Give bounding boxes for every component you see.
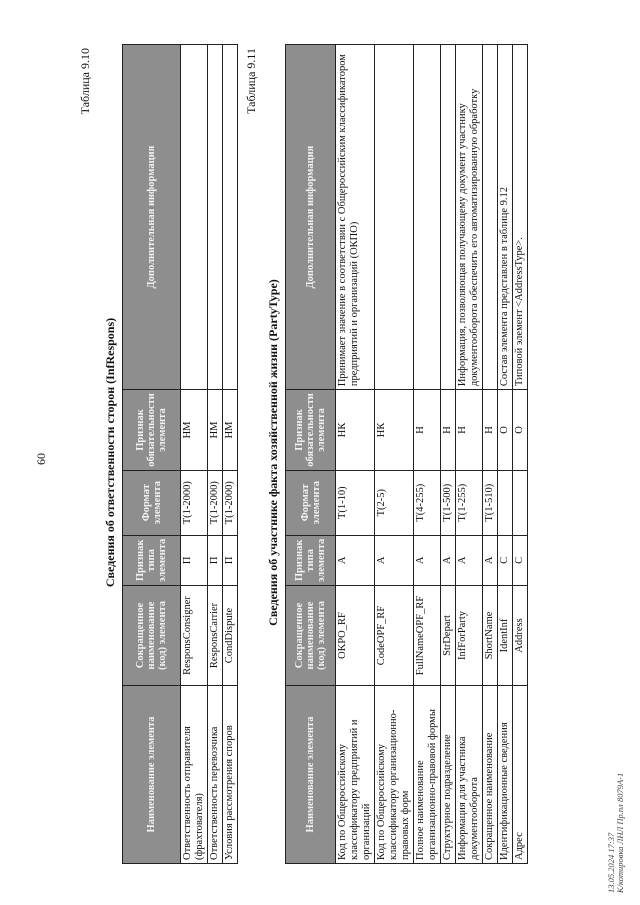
table-9-10-title: Сведения об ответственности сторон (InfRespons): [103, 317, 117, 588]
table-9-10-label: Таблица 9.10: [78, 48, 92, 115]
element-name-cell: Идентификационные сведения: [498, 686, 513, 864]
element-type-cell: А: [336, 535, 375, 585]
table-row: [513, 45, 528, 864]
table-row: [441, 45, 456, 864]
element-format-cell: T(1-510): [483, 470, 498, 535]
header-element-name: Наименование элемента: [286, 686, 336, 864]
element-type-cell: А: [441, 535, 456, 585]
element-format-cell: T(1-2000): [208, 470, 223, 535]
header-additional-info: Дополнительная информация: [286, 45, 336, 390]
element-required-cell: НК: [336, 390, 375, 471]
element-type-cell: С: [498, 535, 513, 585]
table-row: [181, 45, 208, 864]
table-row: [223, 45, 238, 864]
element-code-cell: ResponsConsigner: [181, 586, 208, 686]
element-format-cell: T(2-5): [375, 470, 414, 535]
element-code-cell: CondDispute: [223, 586, 238, 686]
element-format-cell: T(1-2000): [181, 470, 208, 535]
header-additional-info: Дополнительная информация: [123, 45, 181, 390]
element-code-cell: Address: [513, 586, 528, 686]
element-name-cell: Ответственность отправителя (фрахтователя): [181, 686, 208, 864]
element-code-cell: InfForParty: [456, 586, 483, 686]
element-type-cell: П: [208, 535, 223, 585]
page-number: 60: [34, 453, 48, 465]
header-element-required: Признак обязательности элемента: [123, 390, 181, 471]
element-code-cell: OKPO_RF: [336, 586, 375, 686]
header-element-type: Признак типа элемента: [286, 535, 336, 585]
element-info-cell: [208, 45, 223, 390]
element-type-cell: А: [375, 535, 414, 585]
table-9-10: [122, 44, 238, 864]
header-element-type: Признак типа элемента: [123, 535, 181, 585]
element-code-cell: ResponsCarrier: [208, 586, 223, 686]
element-info-cell: [483, 45, 498, 390]
element-format-cell: [498, 470, 513, 535]
stamp-date: 13.05.2024 17:37: [606, 832, 616, 893]
element-format-cell: T(1-2000): [223, 470, 238, 535]
element-required-cell: Н: [456, 390, 483, 471]
element-info-cell: [441, 45, 456, 390]
table-row: [336, 45, 375, 864]
element-name-cell: Полное наименование организационно-правовой формы: [414, 686, 441, 864]
header-element-name: Наименование элемента: [123, 686, 181, 864]
element-required-cell: Н: [414, 390, 441, 471]
element-required-cell: НМ: [181, 390, 208, 471]
element-name-cell: Условия рассмотрения споров: [223, 686, 238, 864]
element-format-cell: T(1-255): [456, 470, 483, 535]
element-format-cell: T(4-255): [414, 470, 441, 535]
element-type-cell: А: [456, 535, 483, 585]
element-format-cell: [513, 470, 528, 535]
element-name-cell: Адрес: [513, 686, 528, 864]
element-code-cell: CodeOPF_RF: [375, 586, 414, 686]
element-name-cell: Ответственность перевозчика: [208, 686, 223, 864]
header-element-code: Сокращенное наименование (код) элемента: [123, 586, 181, 686]
table-9-11-label: Таблица 9.11: [244, 48, 258, 114]
element-required-cell: НМ: [223, 390, 238, 471]
element-name-cell: Структурное подразделение: [441, 686, 456, 864]
element-code-cell: StrDepart: [441, 586, 456, 686]
header-element-format: Формат элемента: [286, 470, 336, 535]
table-row: [414, 45, 441, 864]
element-name-cell: Информация для участника документооборота: [456, 686, 483, 864]
table-row: [208, 45, 223, 864]
element-type-cell: А: [483, 535, 498, 585]
element-info-cell: Типовой элемент <AddressType>.: [513, 45, 528, 390]
element-type-cell: А: [414, 535, 441, 585]
element-name-cell: Код по Общероссийскому классификатору организационно-правовых форм: [375, 686, 414, 864]
header-element-required: Признак обязательности элемента: [286, 390, 336, 471]
element-required-cell: Н: [483, 390, 498, 471]
element-info-cell: [223, 45, 238, 390]
table-row: [375, 45, 414, 864]
element-name-cell: Сокращенное наименование: [483, 686, 498, 864]
element-type-cell: П: [181, 535, 208, 585]
element-info-cell: [375, 45, 414, 390]
element-info-cell: [181, 45, 208, 390]
table-row: [456, 45, 483, 864]
element-info-cell: Информация, позволяющая получающему документ участнику документооборота обеспечить его автоматизированную обработку: [456, 45, 483, 390]
element-required-cell: НК: [375, 390, 414, 471]
element-type-cell: С: [513, 535, 528, 585]
element-code-cell: IdentInf: [498, 586, 513, 686]
element-required-cell: Н: [441, 390, 456, 471]
header-element-code: Сокращенное наименование (код) элемента: [286, 586, 336, 686]
element-format-cell: T(1-10): [336, 470, 375, 535]
table-9-11-title: Сведения об участнике факта хозяйственной жизни (PartyType): [266, 279, 280, 626]
table-header-row: [123, 45, 181, 864]
element-name-cell: Код по Общероссийскому классификатору предприятий и организаций: [336, 686, 375, 864]
element-format-cell: T(1-500): [441, 470, 456, 535]
element-required-cell: О: [498, 390, 513, 471]
element-info-cell: [414, 45, 441, 390]
stamp-reference: К/котировка ЛНЛ Пр.пл 8079А-1: [615, 772, 625, 893]
element-info-cell: Состав элемента представлен в таблице 9.12: [498, 45, 513, 390]
table-header-row: [286, 45, 336, 864]
table-row: [498, 45, 513, 864]
element-required-cell: О: [513, 390, 528, 471]
element-type-cell: П: [223, 535, 238, 585]
element-info-cell: Принимает значение в соответствии с Общероссийским классификатором предприятий и организаций (ОКПО): [336, 45, 375, 390]
document-stamp: [607, 773, 625, 893]
element-required-cell: НМ: [208, 390, 223, 471]
table-9-11: [285, 44, 528, 864]
table-row: [483, 45, 498, 864]
header-element-format: Формат элемента: [123, 470, 181, 535]
element-code-cell: ShortName: [483, 586, 498, 686]
element-code-cell: FullNameOPF_RF: [414, 586, 441, 686]
